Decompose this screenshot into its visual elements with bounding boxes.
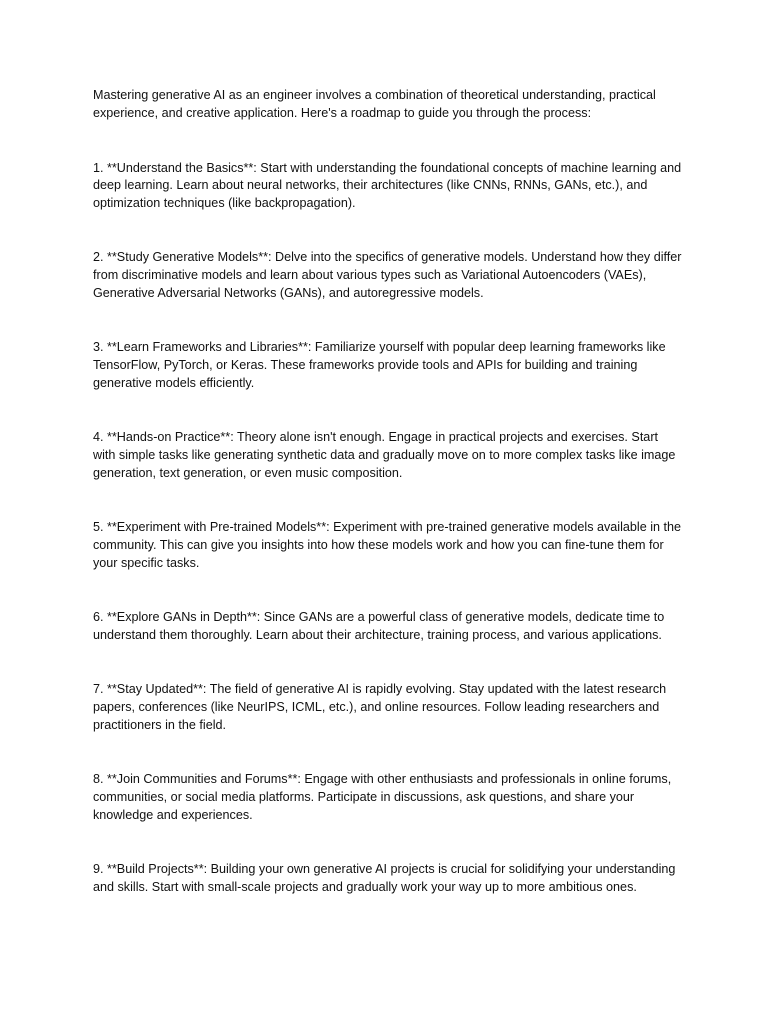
roadmap-step-8: 8. **Join Communities and Forums**: Engage with other enthusiasts and professionals in online forums, communities, or social media platforms. Participate in discussions, ask questions, and share your knowledge and experiences.: [93, 772, 672, 822]
roadmap-step-3: 3. **Learn Frameworks and Libraries**: Familiarize yourself with popular deep learning frameworks like TensorFlow, PyTorch, or Keras. These frameworks provide tools and APIs for building and training generative models efficiently.: [93, 340, 666, 390]
roadmap-step-6: 6. **Explore GANs in Depth**: Since GANs are a powerful class of generative models, dedicate time to understand them thoroughly. Learn about their architecture, training process, and various applications.: [93, 610, 665, 642]
roadmap-step-9: 9. **Build Projects**: Building your own generative AI projects is crucial for solidifying your understanding and skills. Start with small-scale projects and gradually work your way up to more ambitious ones.: [93, 861, 676, 894]
intro-paragraph: Mastering generative AI as an engineer involves a combination of theoretical understanding, practical experience, and creative application. Here's a roadmap to guide you through the process:: [93, 88, 656, 120]
roadmap-step-4: 4. **Hands-on Practice**: Theory alone isn't enough. Engage in practical projects and exercises. Start with simple tasks like generating synthetic data and gradually move on to more complex tasks like image generation, text generation, or even music composition.: [93, 430, 676, 480]
roadmap-step-2: 2. **Study Generative Models**: Delve into the specifics of generative models. Understand how they differ from discriminative models and learn about various types such as Variational Autoencoders (VAEs), Generative Adversarial Networks (GANs), and autoregressive models.: [93, 250, 682, 301]
document-body: [93, 87, 683, 897]
roadmap-step-1: 1. **Understand the Basics**: Start with understanding the foundational concepts of machine learning and deep learning. Learn about neural networks, their architectures (like CNNs, RNNs, GANs, etc.), and optimization techniques (like backpropagation).: [93, 160, 682, 211]
roadmap-step-7: 7. **Stay Updated**: The field of generative AI is rapidly evolving. Stay updated with the latest research papers, conferences (like NeurIPS, ICML, etc.), and online resources. Follow leading researchers and practitioners in the field.: [93, 682, 667, 732]
roadmap-step-5: 5. **Experiment with Pre-trained Models**: Experiment with pre-trained generative models available in the community. This can give you insights into how these models work and how you can fine-tune them for your specific tasks.: [93, 520, 682, 570]
